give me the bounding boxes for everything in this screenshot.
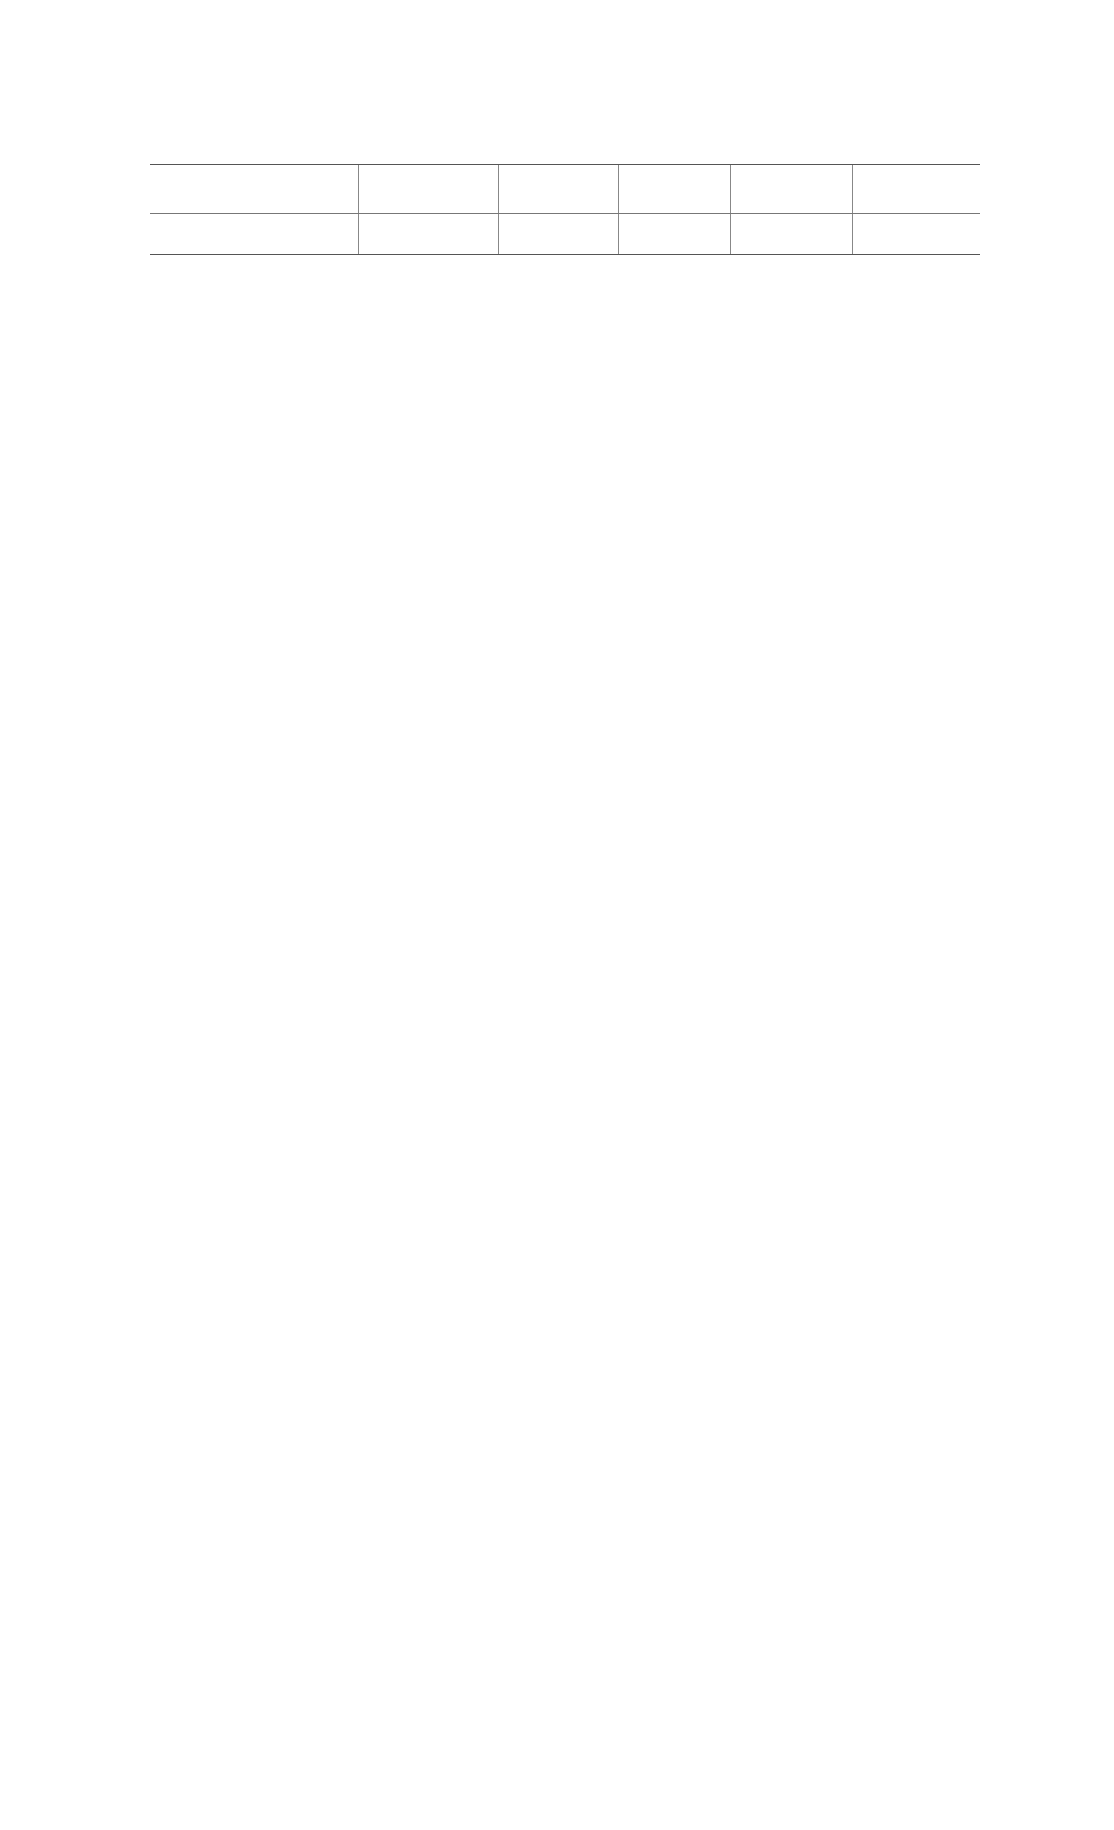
units-label — [618, 214, 730, 255]
units-label — [730, 214, 852, 255]
document-page — [150, 112, 980, 265]
units-label — [358, 214, 498, 255]
disposal-table-wrapper — [150, 164, 980, 255]
column-header-total — [852, 165, 980, 214]
units-label — [498, 214, 618, 255]
units-row — [150, 214, 980, 255]
column-header-screened — [358, 165, 498, 214]
page-header — [150, 112, 980, 150]
units-label — [852, 214, 980, 255]
table-body — [150, 214, 980, 255]
column-header-slack — [730, 165, 852, 214]
column-header-unscreened — [498, 165, 618, 214]
column-header-small — [618, 165, 730, 214]
table-header-row — [150, 165, 980, 214]
column-header-blank — [150, 165, 358, 214]
coal-disposal-table — [150, 165, 980, 254]
